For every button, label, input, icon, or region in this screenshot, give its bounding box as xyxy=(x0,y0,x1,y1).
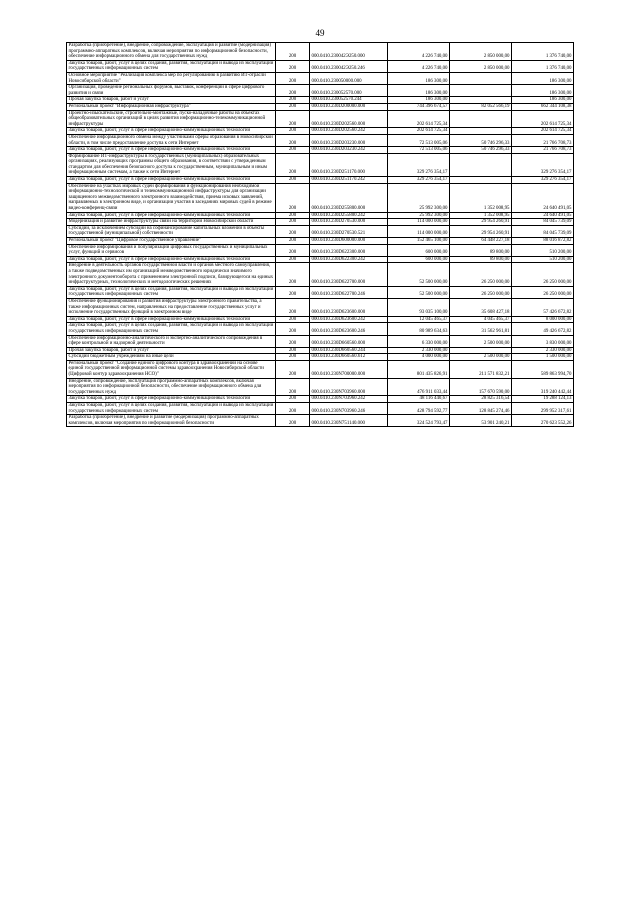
expense-type-cell: 200 xyxy=(276,403,310,415)
amount-cell: 510 200,00 xyxy=(512,244,574,256)
expense-name-cell: Обеспечение функционирования и развития инфраструктуры электронного правительства, а также информационных систем, направленных на предоставление государственных услуг и исполнение государственных функций в электронном виде xyxy=(67,298,276,316)
amount-cell: 84 045 739,09 xyxy=(512,225,574,237)
table-row xyxy=(67,110,574,128)
expense-name-cell: Региональный проект "Цифровое государственное управление" xyxy=(67,238,276,245)
amount-cell: 744 396 674,57 xyxy=(388,103,450,110)
amount-cell xyxy=(450,110,512,128)
expense-name-cell: Закупка товаров, работ, услуг в сфере информационно-коммуникационных технологий xyxy=(67,316,276,323)
amount-cell: 64 448 227,18 xyxy=(450,238,512,245)
budget-code-cell: 000.0410.230D203230.242 xyxy=(310,147,388,154)
amount-cell: 8 000 000,00 xyxy=(512,316,574,323)
budget-code-cell: 000.0410.230052570.244 xyxy=(310,97,388,104)
budget-code-cell: 000.0410.230D270530.521 xyxy=(310,225,388,237)
amount-cell: 53 901 240,21 xyxy=(450,415,512,427)
expense-type-cell: 200 xyxy=(276,225,310,237)
amount-cell xyxy=(450,72,512,84)
table-row xyxy=(67,147,574,154)
expense-type-cell: 200 xyxy=(276,335,310,347)
table-row xyxy=(67,225,574,237)
expense-type-cell: 200 xyxy=(276,415,310,427)
expense-name-cell: Закупка товаров, работ, услуг в сфере информационно-коммуникационных технологий xyxy=(67,256,276,263)
amount-cell: 72 513 005,06 xyxy=(388,147,450,154)
amount-cell: 211 571 832,21 xyxy=(450,360,512,378)
expense-name-cell: Региональный проект "Создание единого цифрового контура в здравоохранении на основе единой государственной информационной системы здравоохранения Новосибирской области (Цифровой контур здравоохранения НСО)" xyxy=(67,360,276,378)
expense-type-cell: 200 xyxy=(276,134,310,146)
amount-cell: 152 465 100,00 xyxy=(388,238,450,245)
amount-cell: 114 000 000,00 xyxy=(388,219,450,226)
amount-cell xyxy=(450,97,512,104)
table-row xyxy=(67,219,574,226)
table-row xyxy=(67,360,574,378)
budget-code-cell: 000.0410.230D622300.242 xyxy=(310,256,388,263)
budget-code-cell: 000.0410.230D202560.000 xyxy=(310,110,388,128)
amount-cell: 49 426 672,82 xyxy=(512,323,574,335)
expense-type-cell: 200 xyxy=(276,72,310,84)
budget-code-cell: 000.0410.230N703960.242 xyxy=(310,396,388,403)
budget-code-cell: 000.0410.230052570.000 xyxy=(310,85,388,97)
budget-code-cell: 000.0410.230N751140.000 xyxy=(310,415,388,427)
budget-code-cell: 000.0410.230D251170.000 xyxy=(310,153,388,176)
amount-cell: 31 562 961,81 xyxy=(450,323,512,335)
expense-type-cell: 200 xyxy=(276,128,310,135)
amount-cell: 21 766 708,73 xyxy=(512,147,574,154)
amount-cell: 4 226 740,00 xyxy=(388,60,450,72)
amount-cell: 50 746 296,33 xyxy=(450,147,512,154)
expense-name-cell: Разработка (приобретение), внедрение, сопровождение, эксплуатация и развитие (модернизация) программно-аппаратных комплексов, включая мероприятия по информационной безопасности, обеспечение информационного обмена для государственных нужд xyxy=(67,43,276,61)
expense-type-cell: 200 xyxy=(276,60,310,72)
budget-code-cell: 000.0410.230D255800.000 xyxy=(310,183,388,212)
amount-cell: 21 766 708,73 xyxy=(512,134,574,146)
amount-cell: 476 911 033,44 xyxy=(388,378,450,396)
amount-cell: 28 825 316,54 xyxy=(450,396,512,403)
amount-cell: 2 500 000,00 xyxy=(450,354,512,361)
budget-table xyxy=(66,42,574,427)
budget-code-cell: 000.0410.230D623600.246 xyxy=(310,323,388,335)
amount-cell: 29 954 260,91 xyxy=(450,225,512,237)
expense-name-cell: Внедрение в деятельность органов государственной власти и органов местного самоуправления, а также подведомственных им организаций межведомственного юридически значимого электронного документооборота с применением электронной подписи, базирующегося на единых инфраструктурных, технологических и методологических решениях xyxy=(67,263,276,286)
expense-name-cell: Закупка товаров, работ, услуг в сфере информационно-коммуникационных технологий xyxy=(67,128,276,135)
expense-type-cell: 200 xyxy=(276,183,310,212)
amount-cell: 25 992 300,00 xyxy=(388,183,450,212)
budget-code-cell: 000.0410.230050000.000 xyxy=(310,72,388,84)
expense-name-cell: Закупка товаров, работ, услуг в целях создания, развития, эксплуатации и вывода из эксплуатации государственных информационных систем xyxy=(67,323,276,335)
amount-cell: 80 989 634,63 xyxy=(388,323,450,335)
amount-cell: 202 614 725,34 xyxy=(388,128,450,135)
expense-name-cell: Организация, проведение региональных форумов, выставок, конференций в сфере цифрового развития и связи xyxy=(67,85,276,97)
expense-name-cell: Обеспечение информационного обмена между участниками сферы образования в Новосибирской области, в том числе предоставление доступа к сети Интернет xyxy=(67,134,276,146)
amount-cell: 29 954 260,91 xyxy=(450,219,512,226)
budget-code-cell: 000.0410.230D600000.000 xyxy=(310,238,388,245)
amount-cell: 329 276 354,17 xyxy=(388,153,450,176)
amount-cell: 4 226 740,00 xyxy=(388,43,450,61)
table-row xyxy=(67,347,574,354)
expense-name-cell: Прочая закупка товаров, работ и услуг xyxy=(67,97,276,104)
amount-cell xyxy=(450,85,512,97)
amount-cell: 52 500 000,00 xyxy=(388,286,450,298)
table-row xyxy=(67,335,574,347)
expense-name-cell: Внедрение, сопровождение, эксплуатация программно-аппаратных комплексов, включая мероприятия по информационной безопасности, обеспечение информационного обмена для государственных нужд xyxy=(67,378,276,396)
amount-cell: 72 513 005,06 xyxy=(388,134,450,146)
amount-cell: 600 000,00 xyxy=(388,256,450,263)
budget-code-cell: 000.0410.230D660560.244 xyxy=(310,347,388,354)
expense-type-cell: 200 xyxy=(276,347,310,354)
table-row xyxy=(67,238,574,245)
expense-name-cell: Закупка товаров, работ, услуг в сфере информационно-коммуникационных технологий xyxy=(67,212,276,219)
amount-cell: 186 300,00 xyxy=(512,72,574,84)
amount-cell: 202 614 725,34 xyxy=(512,128,574,135)
budget-code-cell: 000.0410.230D623600.000 xyxy=(310,298,388,316)
budget-code-cell: 000.0410.230D255800.242 xyxy=(310,212,388,219)
amount-cell xyxy=(450,347,512,354)
budget-code-cell: 000.0410.230N703960.246 xyxy=(310,403,388,415)
amount-cell: 24 640 491,05 xyxy=(512,183,574,212)
amount-cell: 1 500 000,00 xyxy=(512,354,574,361)
expense-type-cell: 200 xyxy=(276,212,310,219)
amount-cell: 510 200,00 xyxy=(512,256,574,263)
amount-cell: 186 300,00 xyxy=(388,97,450,104)
amount-cell: 329 276 354,17 xyxy=(388,177,450,184)
expense-name-cell: Закупка товаров, работ, услуг в целях создания, развития, эксплуатации и вывода из эксплуатации государственных информационных систем xyxy=(67,286,276,298)
table-row xyxy=(67,212,574,219)
table-row xyxy=(67,153,574,176)
amount-cell xyxy=(450,128,512,135)
budget-code-cell: 000.0410.230D251170.242 xyxy=(310,177,388,184)
amount-cell: 84 045 739,09 xyxy=(512,219,574,226)
expense-name-cell: Закупка товаров, работ, услуг в целях создания, развития, эксплуатации и вывода из эксплуатации государственных информационных систем xyxy=(67,403,276,415)
table-row xyxy=(67,60,574,72)
budget-code-cell: 000.0410.230D622700.246 xyxy=(310,286,388,298)
amount-cell: 589 863 994,70 xyxy=(512,360,574,378)
amount-cell: 202 614 725,34 xyxy=(512,110,574,128)
amount-cell: 82 052 566,19 xyxy=(450,103,512,110)
table-row xyxy=(67,403,574,415)
amount-cell: 428 794 592,77 xyxy=(388,403,450,415)
expense-type-cell: 200 xyxy=(276,153,310,176)
amount-cell: 186 300,00 xyxy=(388,72,450,84)
amount-cell: 4 000 000,00 xyxy=(388,354,450,361)
table-row xyxy=(67,378,574,396)
expense-name-cell: Региональный проект "Информационная инфраструктура" xyxy=(67,103,276,110)
amount-cell: 35 608 427,18 xyxy=(450,298,512,316)
amount-cell: 26 250 000,00 xyxy=(450,286,512,298)
budget-code-cell: 000.0410.230N700000.000 xyxy=(310,360,388,378)
table-row xyxy=(67,85,574,97)
amount-cell: 12 045 465,37 xyxy=(388,316,450,323)
expense-type-cell: 200 xyxy=(276,396,310,403)
amount-cell: 89 800,00 xyxy=(450,244,512,256)
expense-type-cell: 200 xyxy=(276,298,310,316)
table-row xyxy=(67,396,574,403)
table-row xyxy=(67,72,574,84)
expense-type-cell: 200 xyxy=(276,103,310,110)
expense-name-cell: Модернизация и развитие инфраструктуры связи на территории Новосибирской области xyxy=(67,219,276,226)
amount-cell: 186 300,00 xyxy=(388,85,450,97)
expense-type-cell: 200 xyxy=(276,263,310,286)
table-row xyxy=(67,183,574,212)
amount-cell: 93 035 100,00 xyxy=(388,298,450,316)
budget-code-cell: 000.0410.230D203230.000 xyxy=(310,134,388,146)
table-row xyxy=(67,354,574,361)
amount-cell: 1 352 008,95 xyxy=(450,183,512,212)
table-row xyxy=(67,134,574,146)
expense-type-cell: 200 xyxy=(276,256,310,263)
expense-type-cell: 200 xyxy=(276,177,310,184)
amount-cell: 26 250 000,00 xyxy=(512,263,574,286)
expense-name-cell: Закупка товаров, работ, услуг в сфере информационно-коммуникационных технологий xyxy=(67,147,276,154)
budget-code-cell: 000.0410.230042Э250.000 xyxy=(310,43,388,61)
amount-cell: 25 992 300,00 xyxy=(388,212,450,219)
amount-cell: 329 276 354,17 xyxy=(512,177,574,184)
budget-code-cell: 000.0410.230D200000.000 xyxy=(310,103,388,110)
expense-name-cell: Закупка товаров, работ, услуг в сфере информационно-коммуникационных технологий xyxy=(67,177,276,184)
amount-cell: 26 250 000,00 xyxy=(512,286,574,298)
expense-type-cell: 200 xyxy=(276,97,310,104)
amount-cell: 299 952 317,61 xyxy=(512,403,574,415)
table-row xyxy=(67,415,574,427)
table-row xyxy=(67,43,574,61)
budget-table-body xyxy=(67,43,574,427)
expense-type-cell: 200 xyxy=(276,219,310,226)
amount-cell xyxy=(450,177,512,184)
amount-cell: 26 250 000,00 xyxy=(450,263,512,286)
table-row xyxy=(67,128,574,135)
table-row xyxy=(67,316,574,323)
budget-code-cell: 000.0410.230D622700.000 xyxy=(310,263,388,286)
budget-code-cell: 000.0410.230D623600.242 xyxy=(310,316,388,323)
expense-type-cell: 200 xyxy=(276,360,310,378)
expense-name-cell: Прочая закупка товаров, работ и услуг xyxy=(67,347,276,354)
expense-name-cell: Закупка товаров, работ, услуг в целях создания, развития, эксплуатации и вывода из эксплуатации государственных информационных систем xyxy=(67,60,276,72)
budget-code-cell: 000.0410.230N703960.000 xyxy=(310,378,388,396)
table-row xyxy=(67,298,574,316)
expense-type-cell: 200 xyxy=(276,286,310,298)
expense-type-cell: 200 xyxy=(276,238,310,245)
amount-cell: 270 623 552,26 xyxy=(512,415,574,427)
amount-cell: 801 435 826,91 xyxy=(388,360,450,378)
amount-cell: 2 330 000,00 xyxy=(512,347,574,354)
budget-code-cell: 000.0410.230D660560.000 xyxy=(310,335,388,347)
amount-cell: 57 426 672,82 xyxy=(512,298,574,316)
table-row xyxy=(67,103,574,110)
expense-name-cell: Обеспечение информирования и популяризации цифровых государственных и муниципальных услуг, функций и сервисов xyxy=(67,244,276,256)
expense-name-cell: Субсидии бюджетным учреждениям на иные цели xyxy=(67,354,276,361)
expense-name-cell: Формирование ИТ-инфраструктуры в государственных (муниципальных) образовательных организациях, реализующих программы общего образования, в соответствии с утвержденным стандартом для обеспечения безопасного доступа к государственным, муниципальным и иным информационным системам, а также к сети Интернет xyxy=(67,153,276,176)
page-number: 49 xyxy=(315,28,325,38)
amount-cell: 19 288 124,13 xyxy=(512,396,574,403)
amount-cell: 186 300,00 xyxy=(512,97,574,104)
expense-name-cell: Обеспечение на участках мировых судей формирования и функционирования необходимой информационно-технологической и телекоммуникационной инфраструктуры для организации защищенного межведомственного электронного взаимодействия, приема исковых заявлений, направляемых в электронном виде, и организации участия в заседаниях мировых судей в режиме видео-конференц-связи xyxy=(67,183,276,212)
table-row xyxy=(67,286,574,298)
budget-code-cell: 000.0410.230D622300.000 xyxy=(310,244,388,256)
amount-cell: 52 500 000,00 xyxy=(388,263,450,286)
amount-cell: 319 240 442,44 xyxy=(512,378,574,396)
amount-cell: 1 352 008,95 xyxy=(450,212,512,219)
table-row xyxy=(67,323,574,335)
amount-cell: 88 016 872,82 xyxy=(512,238,574,245)
expense-type-cell: 200 xyxy=(276,43,310,61)
amount-cell: 2 500 000,00 xyxy=(450,335,512,347)
amount-cell: 1 376 740,00 xyxy=(512,60,574,72)
expense-type-cell: 200 xyxy=(276,316,310,323)
amount-cell: 202 614 725,34 xyxy=(388,110,450,128)
expense-name-cell: Закупка товаров, работ, услуг в сфере информационно-коммуникационных технологий xyxy=(67,396,276,403)
amount-cell xyxy=(450,153,512,176)
amount-cell: 114 000 000,00 xyxy=(388,225,450,237)
expense-type-cell: 200 xyxy=(276,244,310,256)
amount-cell: 89 800,00 xyxy=(450,256,512,263)
table-row xyxy=(67,256,574,263)
budget-code-cell: 000.0410.230042Э250.246 xyxy=(310,60,388,72)
expense-type-cell: 200 xyxy=(276,354,310,361)
table-row xyxy=(67,97,574,104)
amount-cell: 186 300,00 xyxy=(512,85,574,97)
amount-cell: 2 850 000,00 xyxy=(450,43,512,61)
amount-cell: 157 670 590,00 xyxy=(450,378,512,396)
amount-cell: 128 845 274,46 xyxy=(450,403,512,415)
amount-cell: 48 116 440,67 xyxy=(388,396,450,403)
budget-code-cell: 000.0410.230D202560.242 xyxy=(310,128,388,135)
amount-cell: 324 524 793,47 xyxy=(388,415,450,427)
expense-name-cell: Основное мероприятие "Реализация комплекса мер по регулированию в развитию ИТ-отрасли Новосибирской области" xyxy=(67,72,276,84)
amount-cell: 3 830 000,00 xyxy=(512,335,574,347)
expense-type-cell: 200 xyxy=(276,85,310,97)
table-row xyxy=(67,177,574,184)
expense-name-cell: Разработка (приобретение), внедрение и развитие (модернизация) программно-аппаратных комплексов, включая мероприятия по информационной безопасности xyxy=(67,415,276,427)
expense-type-cell: 200 xyxy=(276,378,310,396)
expense-type-cell: 200 xyxy=(276,323,310,335)
table-row xyxy=(67,244,574,256)
amount-cell: 1 376 740,00 xyxy=(512,43,574,61)
expense-name-cell: Проектно-изыскательские, строительно-монтажные, пуско-наладочные работы на объектах общеобразовательных организаций в целях развития информационно-телекоммуникационной инфраструктуры xyxy=(67,110,276,128)
amount-cell: 600 000,00 xyxy=(388,244,450,256)
expense-name-cell: Субсидии, за исключением субсидий на софинансирование капитальных вложений в объекты государственной (муниципальной) собственности xyxy=(67,225,276,237)
amount-cell: 50 746 296,33 xyxy=(450,134,512,146)
expense-name-cell: Обеспечение информационно-аналитического и экспертно-аналитического сопровождения в сфере контрольной и надзорной деятельности xyxy=(67,335,276,347)
expense-type-cell: 200 xyxy=(276,110,310,128)
amount-cell: 2 330 000,00 xyxy=(388,347,450,354)
amount-cell: 329 276 354,17 xyxy=(512,153,574,176)
amount-cell: 6 330 000,00 xyxy=(388,335,450,347)
amount-cell: 24 640 491,05 xyxy=(512,212,574,219)
budget-code-cell: 000.0410.230D660560.612 xyxy=(310,354,388,361)
amount-cell: 2 850 000,00 xyxy=(450,60,512,72)
expense-type-cell: 200 xyxy=(276,147,310,154)
amount-cell: 662 344 108,38 xyxy=(512,103,574,110)
budget-code-cell: 000.0410.230D270530.000 xyxy=(310,219,388,226)
table-row xyxy=(67,263,574,286)
amount-cell: 4 045 465,37 xyxy=(450,316,512,323)
